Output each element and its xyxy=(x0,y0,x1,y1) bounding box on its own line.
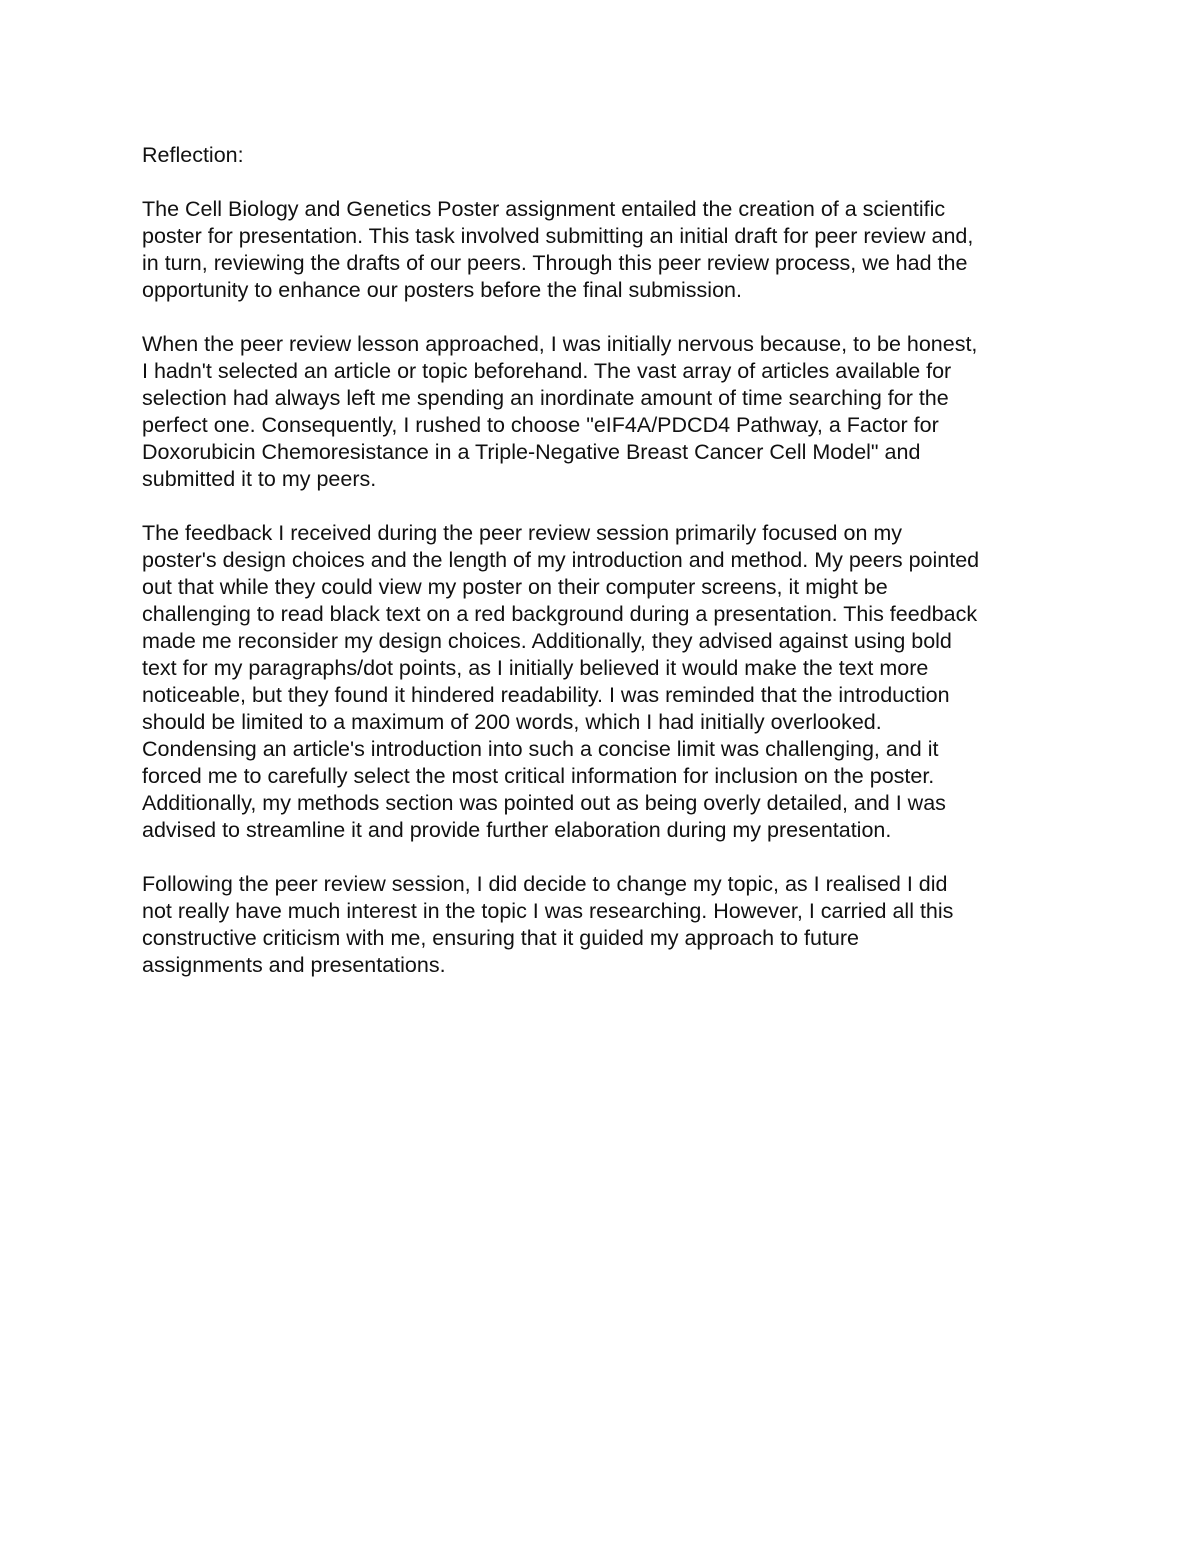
text-line: Doxorubicin Chemoresistance in a Triple-Negative Breast Cancer Cell Model" and xyxy=(142,440,921,464)
text-line: Additionally, my methods section was pointed out as being overly detailed, and I was xyxy=(142,791,946,815)
text-line: not really have much interest in the topic I was researching. However, I carried all this xyxy=(142,899,954,923)
text-line: poster's design choices and the length of my introduction and method. My peers pointed xyxy=(142,548,980,572)
text-line: Following the peer review session, I did decide to change my topic, as I realised I did xyxy=(142,872,948,896)
text-line: out that while they could view my poster on their computer screens, it might be xyxy=(142,575,888,599)
text-line: assignments and presentations. xyxy=(142,953,446,977)
paragraph-spacer xyxy=(142,304,1072,331)
text-line: noticeable, but they found it hindered readability. I was reminded that the introduction xyxy=(142,683,950,707)
paragraph-spacer xyxy=(142,493,1072,520)
text-line: should be limited to a maximum of 200 words, which I had initially overlooked. xyxy=(142,710,882,734)
text-line: I hadn't selected an article or topic beforehand. The vast array of articles available for xyxy=(142,359,952,383)
paragraph-2 xyxy=(142,331,1072,493)
paragraph-4 xyxy=(142,871,1072,979)
document-body xyxy=(142,142,1072,979)
paragraph-spacer xyxy=(142,844,1072,871)
document-heading: Reflection: xyxy=(142,143,244,167)
text-line: advised to streamline it and provide further elaboration during my presentation. xyxy=(142,818,892,842)
text-line: challenging to read black text on a red background during a presentation. This feedback xyxy=(142,602,978,626)
text-line: forced me to carefully select the most critical information for inclusion on the poster. xyxy=(142,764,935,788)
text-line: Condensing an article's introduction into such a concise limit was challenging, and it xyxy=(142,737,939,761)
text-line: submitted it to my peers. xyxy=(142,467,377,491)
text-line: text for my paragraphs/dot points, as I initially believed it would make the text more xyxy=(142,656,929,680)
paragraph-spacer xyxy=(142,169,1072,196)
text-line: in turn, reviewing the drafts of our peers. Through this peer review process, we had the xyxy=(142,251,968,275)
text-line: selection had always left me spending an inordinate amount of time searching for the xyxy=(142,386,949,410)
text-line: perfect one. Consequently, I rushed to choose "eIF4A/PDCD4 Pathway, a Factor for xyxy=(142,413,939,437)
text-line: The feedback I received during the peer review session primarily focused on my xyxy=(142,521,903,545)
paragraph-3 xyxy=(142,520,1072,844)
paragraph-1 xyxy=(142,196,1072,304)
text-line: opportunity to enhance our posters before the final submission. xyxy=(142,278,742,302)
text-line: The Cell Biology and Genetics Poster assignment entailed the creation of a scientific xyxy=(142,197,946,221)
text-line: When the peer review lesson approached, I was initially nervous because, to be honest, xyxy=(142,332,978,356)
text-line: constructive criticism with me, ensuring that it guided my approach to future xyxy=(142,926,859,950)
text-line: made me reconsider my design choices. Additionally, they advised against using bold xyxy=(142,629,952,653)
text-line: poster for presentation. This task involved submitting an initial draft for peer review and, xyxy=(142,224,974,248)
